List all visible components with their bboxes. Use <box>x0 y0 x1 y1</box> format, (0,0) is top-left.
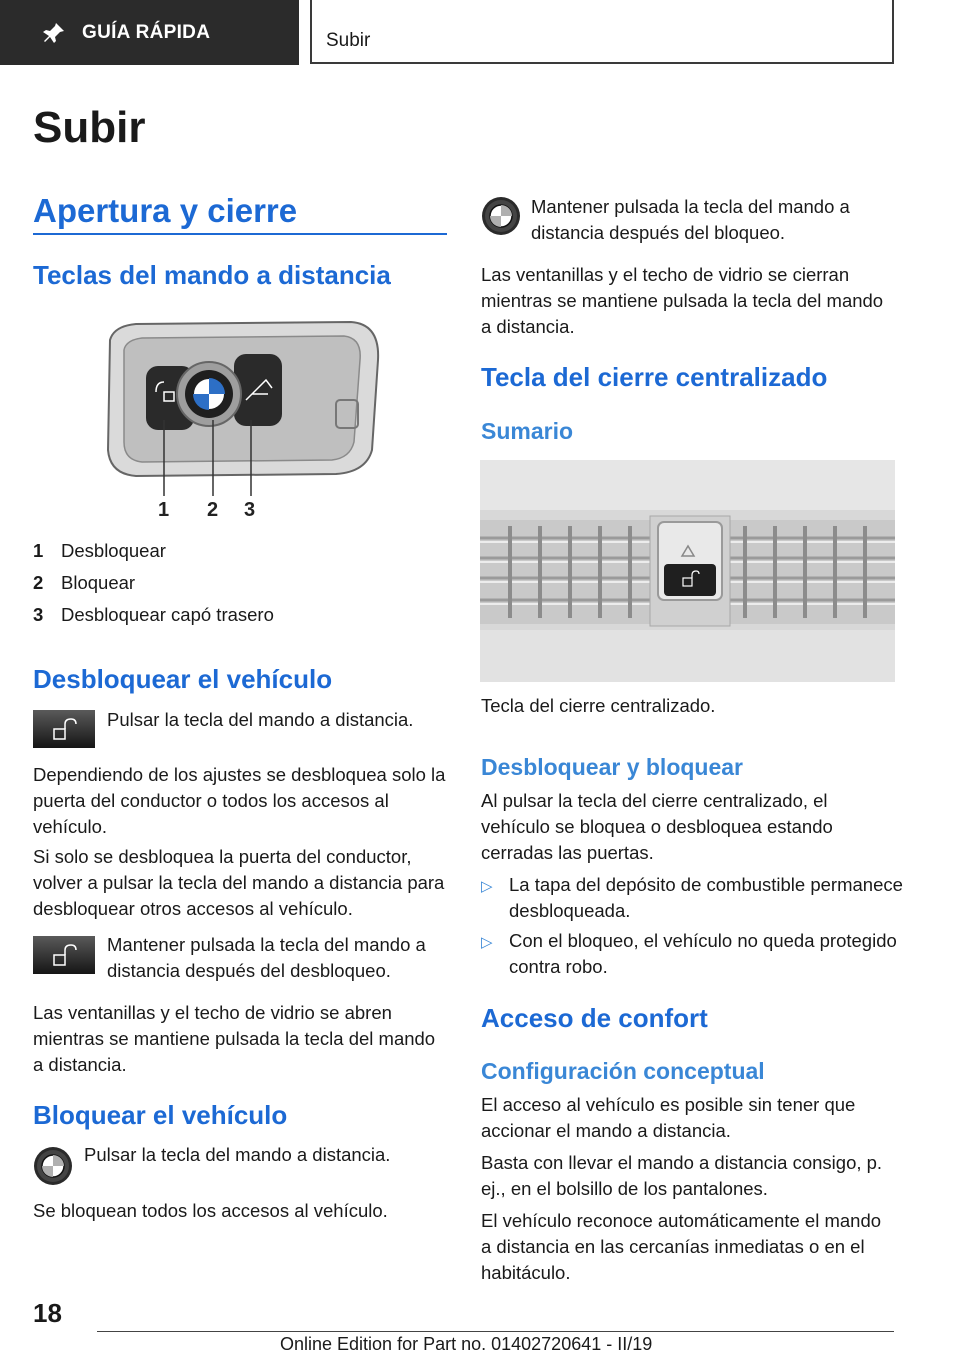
heading-central-lock: Tecla del cierre centralizado <box>481 362 828 392</box>
legend-number: 3 <box>33 604 44 625</box>
footer-edition: Online Edition for Part no. 01402720641 - II/19 <box>280 1334 653 1354</box>
lock-hold-text: Mantener pulsada la tecla del mando a distancia después del bloqueo. <box>531 196 850 243</box>
bmw-lock-icon <box>33 1146 73 1186</box>
comfort-paragraph-2: Basta con llevar el mando a distancia consigo, p. ej., en el bolsillo de los pantalones. <box>481 1152 883 1199</box>
heading-rule <box>33 233 447 235</box>
legend-number: 1 <box>33 540 44 561</box>
quick-guide-tab[interactable] <box>0 0 299 65</box>
heading-opening-closing: Apertura y cierre <box>33 192 298 229</box>
section-label: Subir <box>326 30 371 51</box>
legend-text: Desbloquear <box>61 540 166 561</box>
heading-lock-vehicle: Bloquear el vehículo <box>33 1100 288 1130</box>
triangle-bullet-icon: ▷ <box>481 878 493 895</box>
lock-paragraph-1: Se bloquean todos los accesos al vehículo. <box>33 1200 388 1221</box>
central-lock-button-photo <box>480 460 895 682</box>
comfort-paragraph-1: El acceso al vehículo es posible sin tener que accionar el mando a distancia. <box>481 1094 856 1141</box>
pin-icon <box>42 21 66 45</box>
list-item <box>481 928 909 980</box>
quick-guide-label: GUÍA RÁPIDA <box>82 21 211 43</box>
unlock-paragraph-2: Si solo se desbloquea la puerta del conductor, volver a pulsar la tecla del mando a distancia para desbloquear otros accesos al vehículo. <box>33 846 445 919</box>
triangle-bullet-icon: ▷ <box>481 934 493 951</box>
lock-unlock-paragraph: Al pulsar la tecla del cierre centralizado, el vehículo se bloquea o desbloquea estando cerradas las puertas. <box>481 790 833 863</box>
unlock-paragraph-1: Dependiendo de los ajustes se desbloquea solo la puerta del conductor o todos los accesos al vehículo. <box>33 764 446 837</box>
list-item-text: La tapa del depósito de combustible permanece desbloqueada. <box>509 874 903 921</box>
unlock-button-icon <box>33 936 95 974</box>
bmw-lock-icon <box>481 196 521 236</box>
unlock-paragraph-3: Las ventanillas y el techo de vidrio se abren mientras se mantiene pulsada la tecla del mando a distancia. <box>33 1002 436 1075</box>
unlock-press-text: Pulsar la tecla del mando a distancia. <box>107 709 414 730</box>
list-item <box>481 872 909 924</box>
page-number: 18 <box>33 1298 62 1328</box>
heading-comfort-access: Acceso de confort <box>481 1003 708 1033</box>
heading-lock-unlock: Desbloquear y bloquear <box>481 754 744 780</box>
key-label-2: 2 <box>207 499 219 520</box>
section-header <box>310 0 894 64</box>
legend-item <box>33 604 274 626</box>
legend-number: 2 <box>33 572 44 593</box>
key-label-1: 1 <box>158 499 170 520</box>
key-label-3: 3 <box>244 499 256 520</box>
heading-remote-keys: Teclas del mando a distancia <box>33 260 391 290</box>
lock-press-text: Pulsar la tecla del mando a distancia. <box>84 1144 391 1165</box>
legend-text: Bloquear <box>61 572 136 593</box>
photo-caption: Tecla del cierre centralizado. <box>481 695 716 716</box>
remote-key-illustration <box>96 320 386 520</box>
heading-summary: Sumario <box>481 418 574 444</box>
page-title: Subir <box>33 103 146 152</box>
lock-paragraph-2: Las ventanillas y el techo de vidrio se cierran mientras se mantiene pulsada la tecla del mando a distancia. <box>481 264 884 337</box>
legend-item <box>33 540 166 562</box>
heading-concept: Configuración conceptual <box>481 1058 765 1084</box>
footer-rule <box>97 1331 894 1332</box>
heading-unlock-vehicle: Desbloquear el vehículo <box>33 664 333 694</box>
legend-text: Desbloquear capó trasero <box>61 604 274 625</box>
unlock-button-icon <box>33 710 95 748</box>
list-item-text: Con el bloqueo, el vehículo no queda protegido contra robo. <box>509 930 897 977</box>
comfort-paragraph-3: El vehículo reconoce automáticamente el mando a distancia en las cercanías inmediatas o en el habitáculo. <box>481 1210 882 1283</box>
unlock-hold-text: Mantener pulsada la tecla del mando a distancia después del desbloqueo. <box>107 934 426 981</box>
legend-item <box>33 572 135 594</box>
